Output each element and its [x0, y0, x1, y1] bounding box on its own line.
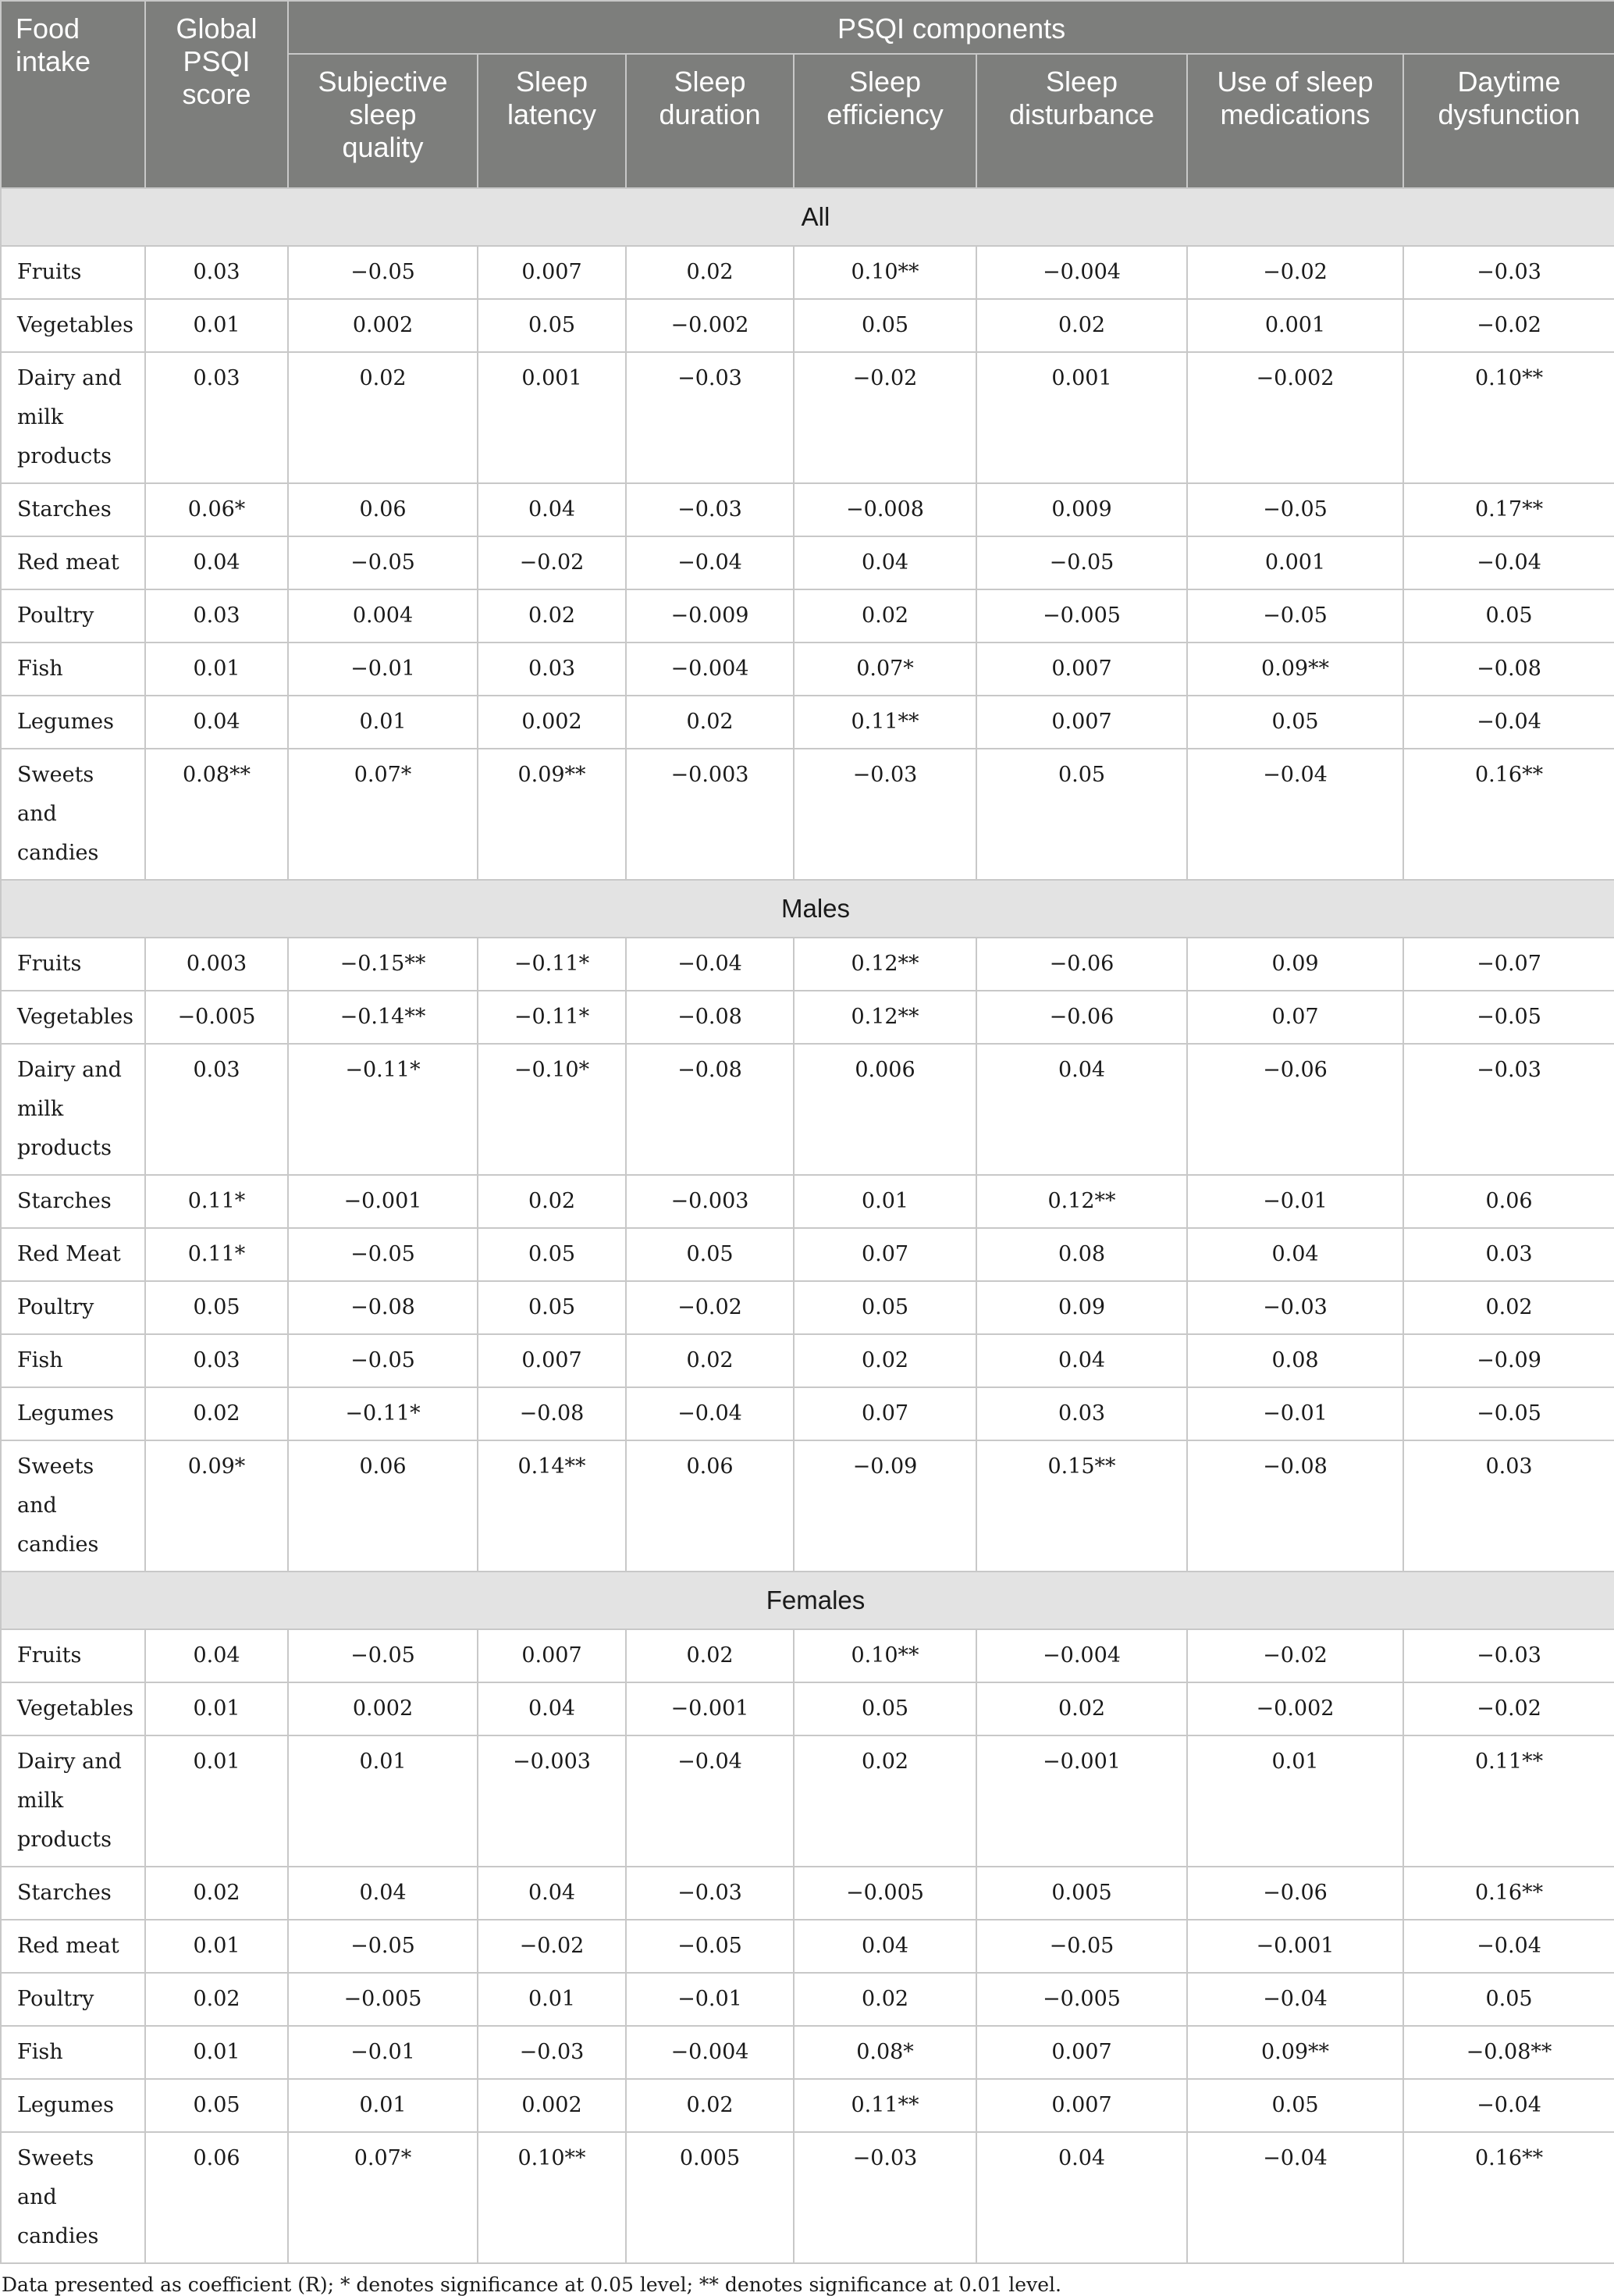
component-value: −0.05 — [288, 1629, 478, 1682]
component-value: −0.03 — [478, 2026, 626, 2079]
section-title: All — [1, 188, 1614, 246]
component-value: 0.02 — [794, 1973, 976, 2026]
table-row — [1, 1334, 1614, 1387]
header-global-psqi: Global PSQI score — [145, 1, 288, 188]
component-value: 0.01 — [1187, 1735, 1403, 1867]
component-value: 0.004 — [288, 589, 478, 643]
component-value: 0.007 — [976, 643, 1187, 696]
component-value: −0.009 — [626, 589, 794, 643]
food-label: Poultry — [1, 589, 145, 643]
component-value: 0.007 — [478, 1629, 626, 1682]
component-value: 0.002 — [478, 2079, 626, 2132]
component-value: 0.02 — [626, 246, 794, 299]
component-value: 0.05 — [1187, 696, 1403, 749]
component-value: 0.06 — [1403, 1175, 1614, 1228]
component-value: −0.04 — [626, 536, 794, 589]
component-value: 0.001 — [1187, 536, 1403, 589]
component-value: 0.05 — [1403, 589, 1614, 643]
component-value: −0.001 — [626, 1682, 794, 1735]
component-value: 0.01 — [288, 2079, 478, 2132]
component-value: −0.001 — [288, 1175, 478, 1228]
table-row — [1, 643, 1614, 696]
global-psqi-value: 0.11* — [145, 1175, 288, 1228]
component-value: −0.04 — [1187, 1973, 1403, 2026]
component-value: −0.003 — [626, 1175, 794, 1228]
component-value: −0.08** — [1403, 2026, 1614, 2079]
food-label: Fish — [1, 643, 145, 696]
component-value: 0.07 — [1187, 991, 1403, 1044]
food-label: Fish — [1, 1334, 145, 1387]
component-value: 0.02 — [288, 352, 478, 483]
component-value: 0.16** — [1403, 1867, 1614, 1920]
global-psqi-value: 0.03 — [145, 1044, 288, 1175]
component-value: −0.01 — [1187, 1387, 1403, 1440]
component-value: −0.06 — [976, 991, 1187, 1044]
component-value: −0.01 — [1187, 1175, 1403, 1228]
component-value: 0.10** — [1403, 352, 1614, 483]
component-value: −0.04 — [1403, 536, 1614, 589]
global-psqi-value: 0.05 — [145, 2079, 288, 2132]
component-value: 0.12** — [976, 1175, 1187, 1228]
component-value: 0.15** — [976, 1440, 1187, 1572]
food-label: Dairy and milk products — [1, 1735, 145, 1867]
component-value: 0.02 — [1403, 1281, 1614, 1334]
global-psqi-value: 0.01 — [145, 1682, 288, 1735]
food-label: Sweets and candies — [1, 2132, 145, 2263]
table-row — [1, 749, 1614, 880]
header-sleep-disturbance: Sleep disturbance — [976, 54, 1187, 188]
table-row — [1, 1228, 1614, 1281]
component-value: −0.11* — [478, 991, 626, 1044]
component-value: 0.01 — [794, 1175, 976, 1228]
global-psqi-value: 0.03 — [145, 1334, 288, 1387]
component-value: 0.007 — [976, 2026, 1187, 2079]
component-value: −0.05 — [976, 536, 1187, 589]
component-value: −0.002 — [626, 299, 794, 352]
component-value: 0.05 — [794, 299, 976, 352]
component-value: −0.08 — [1403, 643, 1614, 696]
table-row — [1, 2026, 1614, 2079]
component-value: 0.002 — [288, 1682, 478, 1735]
table-row — [1, 246, 1614, 299]
food-label: Sweets and candies — [1, 749, 145, 880]
component-value: 0.06 — [288, 483, 478, 536]
food-label: Dairy and milk products — [1, 352, 145, 483]
component-value: −0.04 — [1187, 749, 1403, 880]
component-value: −0.04 — [626, 1735, 794, 1867]
component-value: 0.09** — [1187, 2026, 1403, 2079]
global-psqi-value: −0.005 — [145, 991, 288, 1044]
component-value: 0.11** — [1403, 1735, 1614, 1867]
component-value: 0.04 — [976, 2132, 1187, 2263]
component-value: 0.007 — [478, 246, 626, 299]
component-value: −0.003 — [478, 1735, 626, 1867]
component-value: −0.11* — [288, 1387, 478, 1440]
component-value: 0.09** — [478, 749, 626, 880]
component-value: 0.05 — [976, 749, 1187, 880]
component-value: −0.001 — [1187, 1920, 1403, 1973]
component-value: −0.04 — [1403, 1920, 1614, 1973]
food-label: Dairy and milk products — [1, 1044, 145, 1175]
component-value: −0.08 — [288, 1281, 478, 1334]
component-value: 0.02 — [976, 1682, 1187, 1735]
component-value: −0.02 — [794, 352, 976, 483]
component-value: −0.02 — [478, 1920, 626, 1973]
component-value: −0.06 — [976, 938, 1187, 991]
component-value: 0.04 — [1187, 1228, 1403, 1281]
table-row — [1, 589, 1614, 643]
global-psqi-value: 0.02 — [145, 1973, 288, 2026]
component-value: −0.002 — [1187, 1682, 1403, 1735]
global-psqi-value: 0.01 — [145, 1920, 288, 1973]
table-row — [1, 2079, 1614, 2132]
component-value: −0.02 — [1403, 1682, 1614, 1735]
global-psqi-value: 0.03 — [145, 352, 288, 483]
global-psqi-value: 0.003 — [145, 938, 288, 991]
component-value: −0.03 — [1403, 1044, 1614, 1175]
component-value: 0.02 — [478, 589, 626, 643]
food-label: Red Meat — [1, 1228, 145, 1281]
component-value: −0.05 — [288, 1920, 478, 1973]
header-psqi-components: PSQI components — [288, 1, 1614, 54]
component-value: −0.02 — [626, 1281, 794, 1334]
component-value: 0.005 — [976, 1867, 1187, 1920]
component-value: −0.03 — [794, 2132, 976, 2263]
component-value: −0.09 — [1403, 1334, 1614, 1387]
table-row — [1, 1044, 1614, 1175]
component-value: 0.11** — [794, 2079, 976, 2132]
component-value: −0.005 — [794, 1867, 976, 1920]
component-value: 0.08* — [794, 2026, 976, 2079]
food-label: Vegetables — [1, 1682, 145, 1735]
food-label: Legumes — [1, 1387, 145, 1440]
component-value: 0.01 — [478, 1973, 626, 2026]
component-value: −0.004 — [976, 1629, 1187, 1682]
component-value: −0.02 — [1187, 1629, 1403, 1682]
component-value: 0.002 — [288, 299, 478, 352]
component-value: 0.16** — [1403, 749, 1614, 880]
global-psqi-value: 0.01 — [145, 643, 288, 696]
component-value: 0.02 — [626, 1334, 794, 1387]
component-value: 0.08 — [976, 1228, 1187, 1281]
component-value: −0.02 — [1187, 246, 1403, 299]
component-value: 0.007 — [976, 2079, 1187, 2132]
component-value: −0.03 — [626, 483, 794, 536]
food-label: Legumes — [1, 2079, 145, 2132]
component-value: 0.03 — [1403, 1228, 1614, 1281]
component-value: 0.09 — [1187, 938, 1403, 991]
component-value: −0.004 — [626, 2026, 794, 2079]
global-psqi-value: 0.11* — [145, 1228, 288, 1281]
component-value: 0.04 — [794, 1920, 976, 1973]
component-value: 0.001 — [1187, 299, 1403, 352]
food-label: Sweets and candies — [1, 1440, 145, 1572]
component-value: −0.05 — [1187, 589, 1403, 643]
component-value: −0.14** — [288, 991, 478, 1044]
food-label: Fish — [1, 2026, 145, 2079]
component-value: 0.02 — [626, 1629, 794, 1682]
component-value: −0.05 — [288, 246, 478, 299]
component-value: −0.10* — [478, 1044, 626, 1175]
component-value: 0.02 — [794, 1334, 976, 1387]
component-value: −0.06 — [1187, 1044, 1403, 1175]
component-value: −0.005 — [976, 589, 1187, 643]
food-label: Red meat — [1, 536, 145, 589]
global-psqi-value: 0.02 — [145, 1867, 288, 1920]
table-row — [1, 1920, 1614, 1973]
component-value: −0.03 — [626, 1867, 794, 1920]
section-row — [1, 1572, 1614, 1629]
global-psqi-value: 0.01 — [145, 2026, 288, 2079]
table-body — [1, 188, 1614, 2263]
component-value: 0.10** — [794, 1629, 976, 1682]
table-row — [1, 1682, 1614, 1735]
component-value: 0.05 — [794, 1682, 976, 1735]
component-value: 0.03 — [1403, 1440, 1614, 1572]
component-value: 0.16** — [1403, 2132, 1614, 2263]
component-value: −0.08 — [1187, 1440, 1403, 1572]
component-value: −0.004 — [976, 246, 1187, 299]
component-value: 0.12** — [794, 938, 976, 991]
component-value: −0.11* — [288, 1044, 478, 1175]
component-value: −0.05 — [1187, 483, 1403, 536]
food-label: Vegetables — [1, 299, 145, 352]
component-value: −0.004 — [626, 643, 794, 696]
global-psqi-value: 0.06 — [145, 2132, 288, 2263]
header-daytime-dysfunction: Daytime dysfunction — [1403, 54, 1614, 188]
header-food-intake: Food intake — [1, 1, 145, 188]
component-value: 0.01 — [288, 696, 478, 749]
header-sleep-latency: Sleep latency — [478, 54, 626, 188]
component-value: 0.07* — [288, 2132, 478, 2263]
component-value: 0.001 — [478, 352, 626, 483]
component-value: −0.005 — [976, 1973, 1187, 2026]
component-value: 0.01 — [288, 1735, 478, 1867]
component-value: −0.04 — [1403, 2079, 1614, 2132]
food-label: Fruits — [1, 938, 145, 991]
component-value: −0.08 — [478, 1387, 626, 1440]
component-value: 0.04 — [976, 1044, 1187, 1175]
component-value: 0.02 — [976, 299, 1187, 352]
section-title: Females — [1, 1572, 1614, 1629]
component-value: 0.08 — [1187, 1334, 1403, 1387]
table-row — [1, 696, 1614, 749]
food-label: Vegetables — [1, 991, 145, 1044]
component-value: −0.04 — [626, 938, 794, 991]
component-value: −0.05 — [976, 1920, 1187, 1973]
component-value: −0.04 — [1187, 2132, 1403, 2263]
table-row — [1, 536, 1614, 589]
table-row — [1, 938, 1614, 991]
global-psqi-value: 0.03 — [145, 589, 288, 643]
food-label: Poultry — [1, 1973, 145, 2026]
component-value: 0.04 — [288, 1867, 478, 1920]
component-value: 0.09 — [976, 1281, 1187, 1334]
food-label: Starches — [1, 483, 145, 536]
food-label: Starches — [1, 1175, 145, 1228]
component-value: 0.009 — [976, 483, 1187, 536]
global-psqi-value: 0.05 — [145, 1281, 288, 1334]
component-value: −0.06 — [1187, 1867, 1403, 1920]
component-value: −0.03 — [626, 352, 794, 483]
table-row — [1, 483, 1614, 536]
component-value: 0.05 — [1187, 2079, 1403, 2132]
component-value: 0.05 — [794, 1281, 976, 1334]
food-label: Starches — [1, 1867, 145, 1920]
component-value: −0.05 — [1403, 1387, 1614, 1440]
component-value: −0.05 — [288, 1334, 478, 1387]
table-row — [1, 1387, 1614, 1440]
table-row — [1, 352, 1614, 483]
component-value: 0.04 — [794, 536, 976, 589]
component-value: −0.03 — [1187, 1281, 1403, 1334]
component-value: −0.02 — [478, 536, 626, 589]
component-value: 0.14** — [478, 1440, 626, 1572]
global-psqi-value: 0.01 — [145, 299, 288, 352]
component-value: −0.03 — [794, 749, 976, 880]
section-row — [1, 880, 1614, 938]
component-value: 0.007 — [976, 696, 1187, 749]
food-label: Poultry — [1, 1281, 145, 1334]
section-title: Males — [1, 880, 1614, 938]
component-value: 0.07 — [794, 1387, 976, 1440]
component-value: 0.04 — [478, 483, 626, 536]
component-value: 0.05 — [478, 299, 626, 352]
component-value: 0.04 — [976, 1334, 1187, 1387]
component-value: 0.10** — [478, 2132, 626, 2263]
global-psqi-value: 0.06* — [145, 483, 288, 536]
component-value: −0.008 — [794, 483, 976, 536]
component-value: 0.02 — [794, 1735, 976, 1867]
component-value: 0.005 — [626, 2132, 794, 2263]
table-row — [1, 1867, 1614, 1920]
food-label: Legumes — [1, 696, 145, 749]
component-value: 0.11** — [794, 696, 976, 749]
component-value: 0.02 — [626, 696, 794, 749]
component-value: −0.002 — [1187, 352, 1403, 483]
component-value: −0.04 — [1403, 696, 1614, 749]
component-value: −0.01 — [288, 643, 478, 696]
component-value: −0.15** — [288, 938, 478, 991]
component-value: −0.05 — [288, 536, 478, 589]
component-value: −0.08 — [626, 991, 794, 1044]
component-value: −0.02 — [1403, 299, 1614, 352]
global-psqi-value: 0.09* — [145, 1440, 288, 1572]
table-row — [1, 1735, 1614, 1867]
component-value: −0.05 — [288, 1228, 478, 1281]
component-value: 0.05 — [1403, 1973, 1614, 2026]
component-value: −0.09 — [794, 1440, 976, 1572]
component-value: −0.11* — [478, 938, 626, 991]
food-label: Fruits — [1, 246, 145, 299]
component-value: 0.05 — [626, 1228, 794, 1281]
global-psqi-value: 0.02 — [145, 1387, 288, 1440]
component-value: −0.03 — [1403, 1629, 1614, 1682]
table-row — [1, 1440, 1614, 1572]
component-value: −0.05 — [1403, 991, 1614, 1044]
component-value: 0.03 — [976, 1387, 1187, 1440]
table-row — [1, 1175, 1614, 1228]
global-psqi-value: 0.08** — [145, 749, 288, 880]
component-value: 0.02 — [478, 1175, 626, 1228]
component-value: 0.12** — [794, 991, 976, 1044]
component-value: 0.001 — [976, 352, 1187, 483]
component-value: 0.06 — [626, 1440, 794, 1572]
food-label: Red meat — [1, 1920, 145, 1973]
component-value: 0.04 — [478, 1682, 626, 1735]
section-row — [1, 188, 1614, 246]
header-sleep-duration: Sleep duration — [626, 54, 794, 188]
global-psqi-value: 0.03 — [145, 246, 288, 299]
component-value: −0.08 — [626, 1044, 794, 1175]
component-value: 0.03 — [478, 643, 626, 696]
component-value: −0.005 — [288, 1973, 478, 2026]
component-value: 0.07* — [288, 749, 478, 880]
header-sleep-efficiency: Sleep efficiency — [794, 54, 976, 188]
global-psqi-value: 0.04 — [145, 536, 288, 589]
component-value: −0.04 — [626, 1387, 794, 1440]
table-row — [1, 1973, 1614, 2026]
component-value: 0.07* — [794, 643, 976, 696]
component-value: 0.02 — [794, 589, 976, 643]
component-value: 0.06 — [288, 1440, 478, 1572]
component-value: −0.03 — [1403, 246, 1614, 299]
component-value: 0.007 — [478, 1334, 626, 1387]
table-row — [1, 1281, 1614, 1334]
component-value: 0.02 — [626, 2079, 794, 2132]
table-row — [1, 299, 1614, 352]
component-value: −0.003 — [626, 749, 794, 880]
component-value: −0.05 — [626, 1920, 794, 1973]
component-value: −0.07 — [1403, 938, 1614, 991]
header-subjective-sleep-quality: Subjective sleep quality — [288, 54, 478, 188]
component-value: −0.01 — [626, 1973, 794, 2026]
header-use-of-sleep-medications: Use of sleep medications — [1187, 54, 1403, 188]
table-row — [1, 1629, 1614, 1682]
component-value: 0.05 — [478, 1228, 626, 1281]
component-value: −0.001 — [976, 1735, 1187, 1867]
table-header — [1, 1, 1614, 188]
component-value: −0.01 — [288, 2026, 478, 2079]
component-value: 0.05 — [478, 1281, 626, 1334]
component-value: 0.04 — [478, 1867, 626, 1920]
global-psqi-value: 0.04 — [145, 1629, 288, 1682]
table-footnote: Data presented as coefficient (R); * denotes significance at 0.05 level; ** denotes significance at 0.01 level. — [2, 2273, 1061, 2296]
table-row — [1, 2132, 1614, 2263]
component-value: 0.10** — [794, 246, 976, 299]
component-value: 0.07 — [794, 1228, 976, 1281]
global-psqi-value: 0.04 — [145, 696, 288, 749]
global-psqi-value: 0.01 — [145, 1735, 288, 1867]
component-value: 0.17** — [1403, 483, 1614, 536]
food-label: Fruits — [1, 1629, 145, 1682]
component-value: 0.002 — [478, 696, 626, 749]
component-value: 0.006 — [794, 1044, 976, 1175]
table-row — [1, 991, 1614, 1044]
component-value: 0.09** — [1187, 643, 1403, 696]
